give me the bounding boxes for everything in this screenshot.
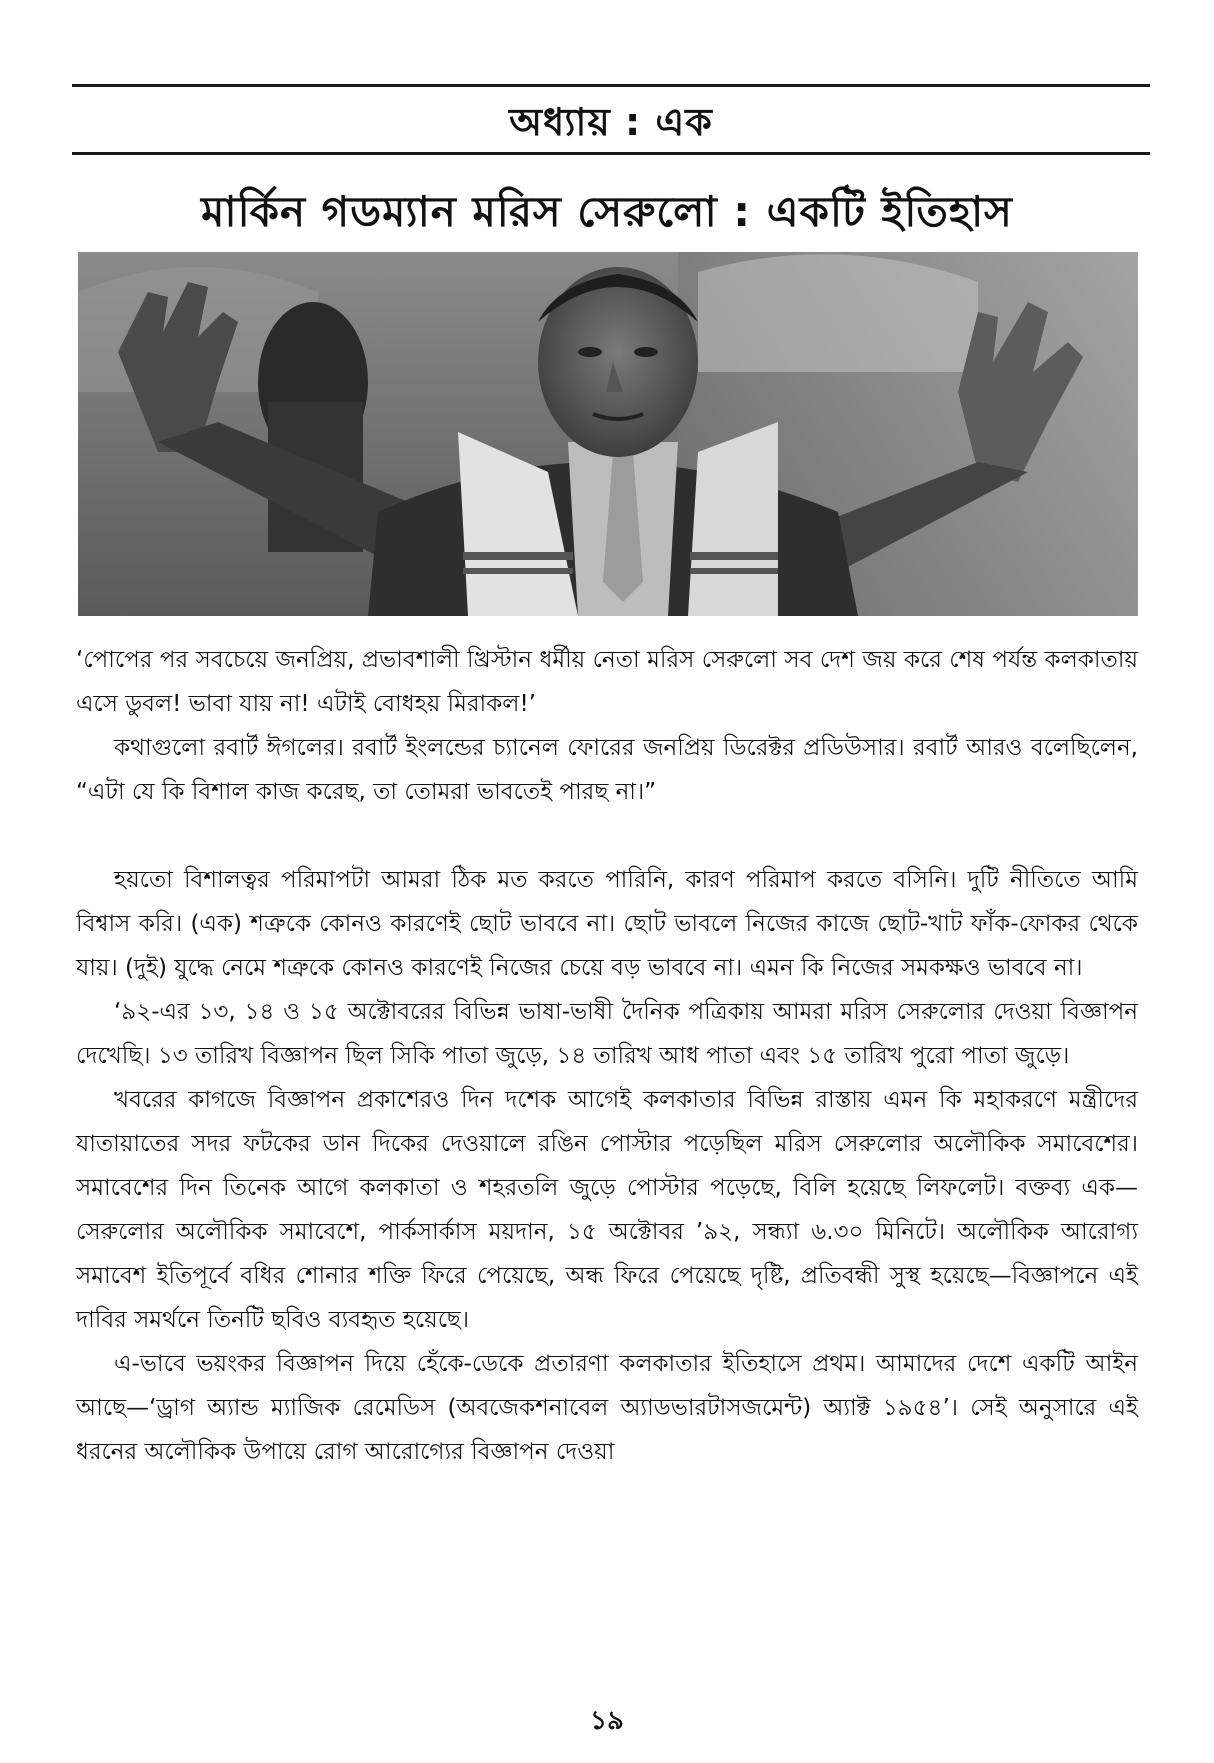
paragraph-principles: হয়তো বিশালত্বর পরিমাপটা আমরা ঠিক মত করতে পারিনি, কারণ পরিমাপ করতে বসিনি। দুটি নীতিতে আমি বিশ্বাস করি। (এক) শত্রুকে কোনও কারণেই ছোট ভাববে না। ছোট ভাবলে নিজের কাজে ছোট-খাট ফাঁক-ফোকর থেকে যায়। (দুই) যুদ্ধে নেমে শত্রুকে কোনও কারণেই নিজের চেয়ে বড় ভাববে না। এমন কি নিজের সমকক্ষও ভাববে না। [76, 867, 1138, 981]
photo-preacher [78, 252, 1138, 616]
article-body [76, 638, 1138, 1474]
article-title: মার্কিন গডম্যান মরিস সেরুলো : একটি ইতিহাস [201, 187, 1013, 236]
paragraph-quote: ‘পোপের পর সবচেয়ে জনপ্রিয়, প্রভাবশালী খ্রিস্টান ধর্মীয় নেতা মরিস সেরুলো সব দেশ জয় করে শেষ পর্যন্ত কলকাতায় এসে ডুবল! ভাবা যায় না! এটাই বোধহয় মিরাকল!’ [76, 647, 1138, 717]
paragraph-advertisements: ‘৯২-এর ১৩, ১৪ ও ১৫ অক্টোবরের বিভিন্ন ভাষা-ভাষী দৈনিক পত্রিকায় আমরা মরিস সেরুলোর দেওয়া বিজ্ঞাপন দেখেছি। ১৩ তারিখ বিজ্ঞাপন ছিল সিকি পাতা জুড়ে, ১৪ তারিখ আধ পাতা এবং ১৫ তারিখ পুরো পাতা জুড়ে। [76, 999, 1138, 1069]
paragraph-law: এ-ভাবে ভয়ংকর বিজ্ঞাপন দিয়ে হেঁকে-ডেকে প্রতারণা কলকাতার ইতিহাসে প্রথম। আমাদের দেশে একটি আইন আছে—‘ড্রাগ অ্যান্ড ম্যাজিক রেমেডিস (অবজেকশনাবেল অ্যাডভারটাসজমেন্ট) অ্যাক্ট ১৯৫৪’। সেই অনুসারে এই ধরনের অলৌকিক উপায়ে রোগ আরোগ্যের বিজ্ঞাপন দেওয়া [76, 1351, 1138, 1465]
page-number: ১৯ [590, 1706, 624, 1736]
chapter-heading: অধ্যায় : এক [509, 100, 713, 144]
paragraph-posters: খবরের কাগজে বিজ্ঞাপন প্রকাশেরও দিন দশেক আগেই কলকাতার বিভিন্ন রাস্তায় এমন কি মহাকরণে মন্ত্রীদের যাতায়াতের সদর ফটকের ডান দিকের দেওয়ালে রঙিন পোস্টার পড়েছিল মরিস সেরুলোর অলৌকিক সমাবেশের। সমাবেশের দিন তিনেক আগে কলকাতা ও শহরতলি জুড়ে পোস্টার পড়েছে, বিলি হয়েছে লিফলেট। বক্তব্য এক—সেরুলোর অলৌকিক সমাবেশে, পার্কসার্কাস ময়দান, ১৫ অক্টোবর ’৯২, সন্ধ্যা ৬.৩০ মিনিটে। অলৌকিক আরোগ্য সমাবেশ ইতিপূর্বে বধির শোনার শক্তি ফিরে পেয়েছে, অন্ধ ফিরে পেয়েছে দৃষ্টি, প্রতিবন্ধী সুস্থ হয়েছে—বিজ্ঞাপনে এই দাবির সমর্থনে তিনটি ছবিও ব্যবহৃত হয়েছে। [76, 1087, 1138, 1333]
top-rule [72, 84, 1150, 87]
bottom-rule [72, 152, 1150, 155]
paragraph-robert: কথাগুলো রবার্ট ঈগলের। রবার্ট ইংলন্ডের চ্যানেল ফোরের জনপ্রিয় ডিরেক্টর প্রডিউসার। রবার্ট আরও বলেছিলেন, “এটা যে কি বিশাল কাজ করেছ, তা তোমরা ভাবতেই পারছ না।” [76, 735, 1138, 805]
